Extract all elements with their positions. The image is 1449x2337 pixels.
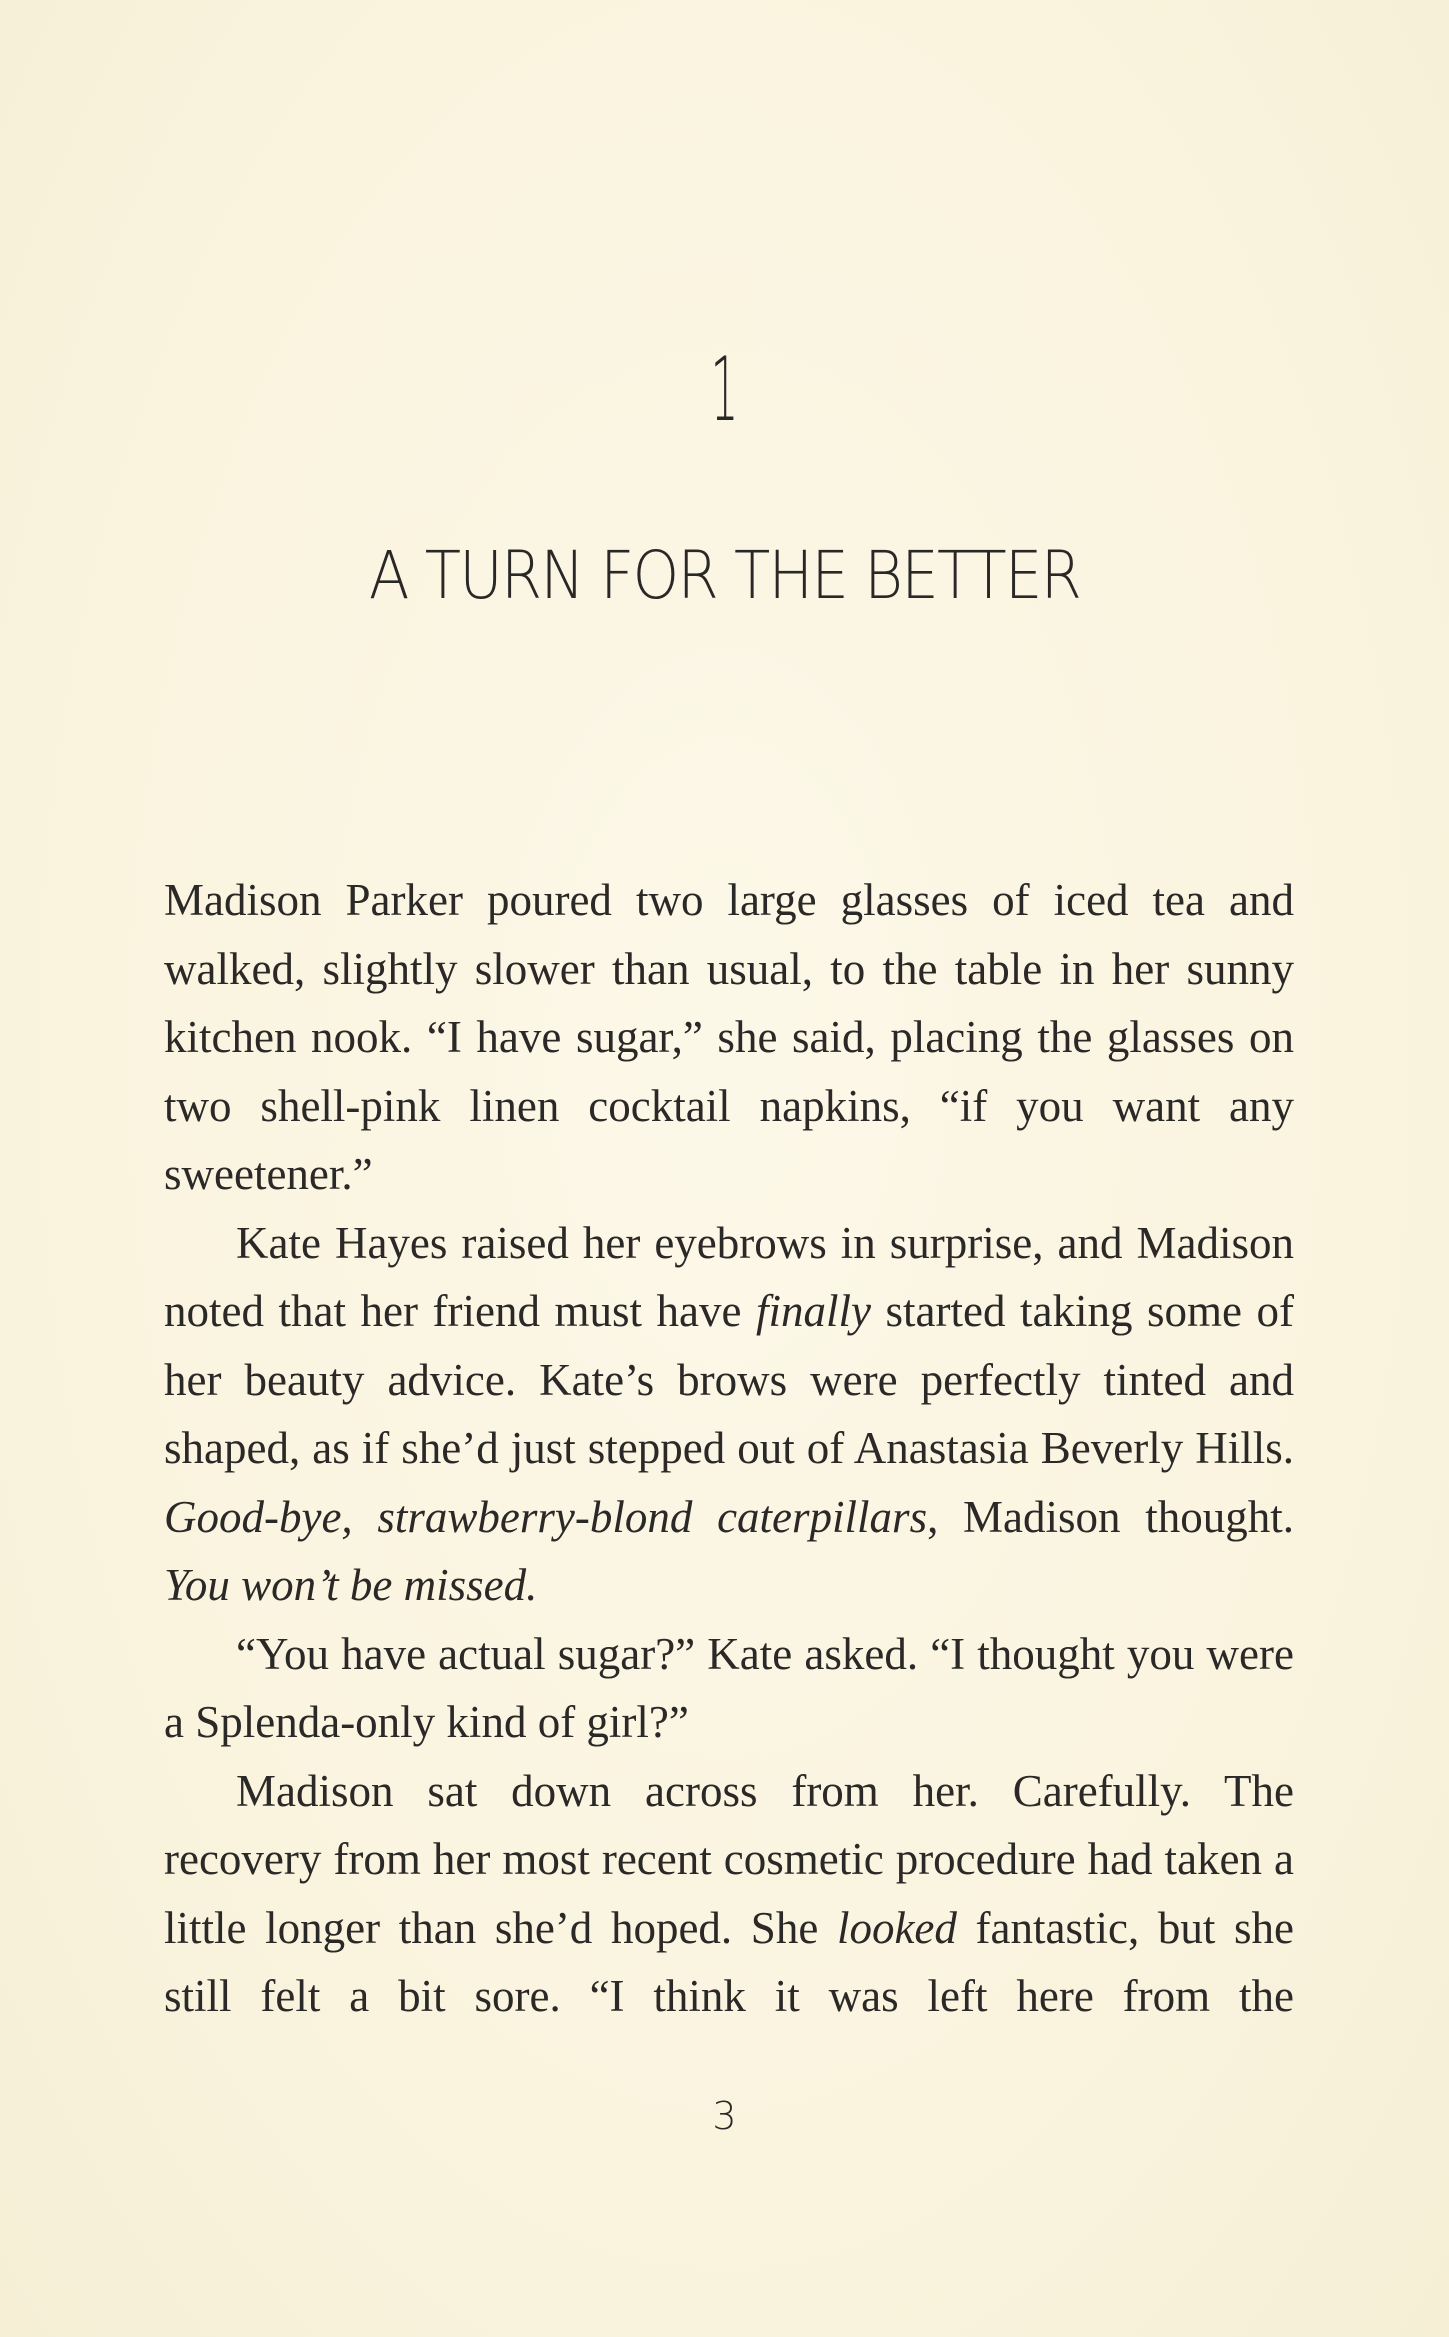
paragraph-text: Madison Parker poured two large glasses of iced tea and walked, slightly slower than usual, to the table in her sunny kitchen nook. “I have sugar,” she said, placing the glasses on two shell-pink linen cocktail napkins, “if you want any sweetener.” bbox=[164, 875, 1294, 1199]
paragraph bbox=[164, 866, 1294, 1209]
paragraph bbox=[164, 1620, 1294, 1757]
paragraph bbox=[164, 1757, 1294, 2031]
emphasis-text: You won’t be missed. bbox=[164, 1560, 538, 1610]
paragraph bbox=[164, 1209, 1294, 1620]
emphasis-text: Good-bye, strawberry-blond caterpillars bbox=[164, 1491, 928, 1542]
chapter-number: 1 bbox=[710, 338, 739, 441]
paragraph-text: “You have actual sugar?” Kate asked. “I thought you were a Splenda-only kind of girl?” bbox=[164, 1628, 1294, 1747]
paragraph-text: started taking some of her beauty advice. Kate’s brows were perfectly tinted and shaped, as if she’d just stepped out of Anastasia Beverly Hills. bbox=[164, 1286, 1294, 1473]
emphasis-text: looked bbox=[836, 1902, 957, 1953]
paragraph-text: fantastic, but she still felt a bit sore. “I think it was left here from the bbox=[164, 1902, 1294, 2021]
emphasis-text: finally bbox=[756, 1286, 871, 1336]
paragraph-text: Kate Hayes raised her eyebrows in surprise, and Madison noted that her friend must have bbox=[164, 1217, 1294, 1336]
body-text bbox=[164, 866, 1294, 2031]
paragraph-text: , Madison thought. bbox=[927, 1491, 1294, 1542]
chapter-title: A TURN FOR THE BETTER bbox=[368, 537, 1081, 614]
page-number: 3 bbox=[712, 2094, 737, 2138]
paragraph-text: Madison sat down across from her. Carefully. The recovery from her most recent cosmetic procedure had taken a little longer than she’d hoped. She bbox=[164, 1765, 1294, 1953]
